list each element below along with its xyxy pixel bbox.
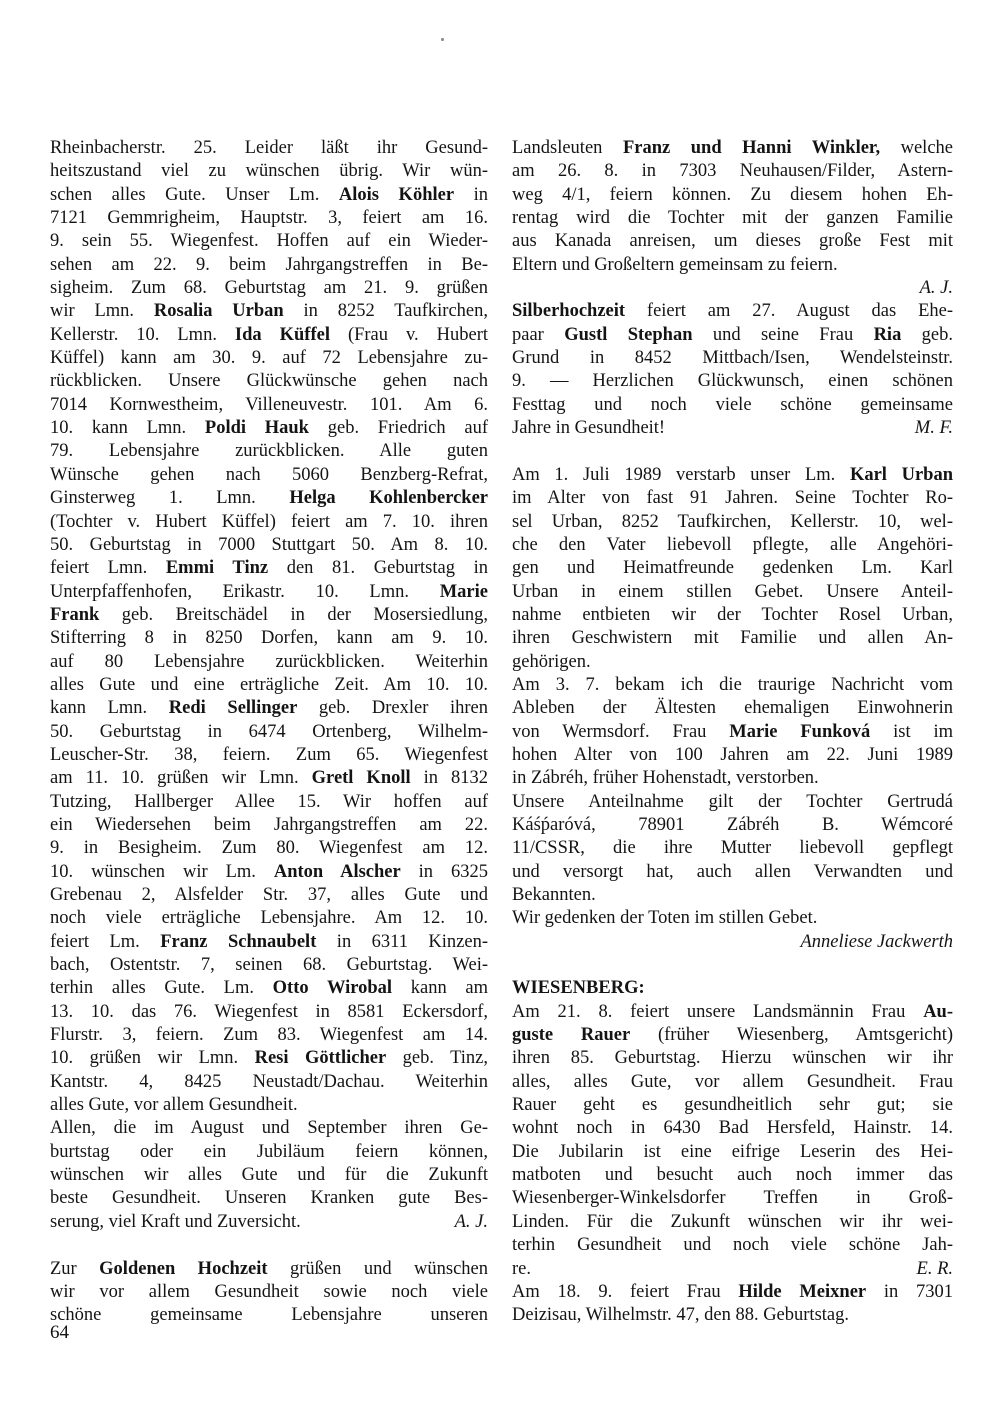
text-segment: burtstag oder ein Jubiläum feiern können, — [50, 1141, 488, 1162]
text-line — [512, 931, 953, 954]
text-segment: Gretl Knoll — [311, 768, 411, 789]
text-line — [50, 1024, 488, 1047]
text-segment: feiert am 27. August das Ehe- — [625, 301, 953, 322]
text-line — [50, 417, 488, 440]
text-line — [50, 1164, 488, 1187]
text-segment: Franz Schnaubelt — [160, 931, 317, 952]
text-segment: feiert Lm. — [50, 931, 161, 952]
text-line — [512, 277, 953, 300]
text-segment: in — [454, 184, 488, 205]
text-line — [512, 1281, 953, 1304]
text-segment: und seine Frau — [692, 324, 874, 345]
text-segment: Rauer geht es gesundheitlich sehr gut; sie — [512, 1095, 953, 1116]
text-line — [50, 907, 488, 930]
text-line — [512, 137, 953, 160]
text-segment: paar — [512, 324, 565, 345]
page-number: 64 — [50, 1322, 69, 1343]
text-segment: kann am — [392, 978, 488, 999]
text-line — [50, 977, 488, 1000]
text-line — [50, 814, 488, 837]
text-segment: alles Gute und eine erträgliche Zeit. Am 10. 10. — [50, 674, 488, 695]
text-segment: Grund in 8452 Mittbach/Isen, Wendelsteinstr. — [512, 348, 953, 369]
text-line — [50, 604, 488, 627]
text-line — [512, 557, 953, 580]
text-segment: und versorgt hat, auch allen Verwandten und — [512, 861, 953, 882]
text-line — [50, 534, 488, 557]
text-segment: 9. in Besigheim. Zum 80. Wiegenfest am 12. — [50, 838, 488, 859]
text-segment: geb. — [901, 324, 953, 345]
text-line — [50, 837, 488, 860]
text-segment: Wiesenberger-Winkelsdorfer Treffen in Groß- — [512, 1188, 953, 1209]
text-line — [50, 324, 488, 347]
text-line — [512, 511, 953, 534]
text-segment: re. — [512, 1258, 531, 1279]
text-segment: hohen Alter von 100 Jahren am 22. Juni 1989 — [512, 744, 953, 765]
text-segment: Leuscher-Str. 38, feiern. Zum 65. Wiegenfest — [50, 744, 488, 765]
text-line — [512, 1304, 953, 1327]
text-segment: 11/CSSR, die ihre Mutter liebevoll gepflegt — [512, 838, 953, 859]
text-segment: Frank — [50, 604, 100, 625]
text-segment: aus Kanada anreisen, um dieses große Fest mit — [512, 231, 953, 252]
text-segment: che den Vater liebevoll pflegte, alle Angehöri- — [512, 534, 953, 555]
text-segment: alles Gute, vor allem Gesundheit. — [50, 1095, 298, 1116]
text-segment: Goldenen Hochzeit — [99, 1258, 268, 1279]
text-segment: wünschen wir alles Gute und für die Zukunft — [50, 1165, 488, 1186]
text-line — [50, 1304, 488, 1327]
scan-artifact — [441, 38, 444, 41]
text-line — [50, 207, 488, 230]
text-line — [512, 744, 953, 767]
text-segment: Marie Funková — [729, 721, 871, 742]
text-segment: bach, Ostentstr. 7, seinen 68. Geburtstag. Wei- — [50, 955, 488, 976]
text-line — [512, 230, 953, 253]
text-segment: sel Urban, 8252 Taufkirchen, Kellerstr. 10, wel- — [512, 511, 953, 532]
line-text — [512, 417, 665, 440]
text-segment: Rheinbacherstr. 25. Leider läßt ihr Gesund- — [50, 138, 488, 158]
text-line — [512, 604, 953, 627]
text-segment: Am 1. Juli 1989 verstarb unser Lm. — [512, 464, 850, 485]
text-segment: Káśṕaróvá, 78901 Zábréh B. Wémcoré — [512, 814, 953, 835]
text-line — [512, 300, 953, 323]
text-line — [50, 557, 488, 580]
text-line — [50, 954, 488, 977]
text-segment: noch viele erträgliche Lebensjahre. Am 12. 10. — [50, 908, 488, 929]
text-line — [512, 721, 953, 744]
text-segment: WIESENBERG: — [512, 978, 645, 999]
text-segment: Am 18. 9. feiert Frau — [512, 1281, 739, 1302]
text-line — [512, 884, 953, 907]
text-segment: Kantstr. 4, 8425 Neustadt/Dachau. Weiterhin — [50, 1071, 488, 1092]
text-line — [512, 464, 953, 487]
text-line — [512, 861, 953, 884]
text-segment: welche — [880, 138, 953, 158]
text-line — [50, 697, 488, 720]
text-segment: 7121 Gemmrigheim, Hauptstr. 3, feiert am 16. — [50, 208, 488, 229]
text-segment: wir Lmn. — [50, 301, 154, 322]
text-line — [50, 581, 488, 604]
text-line — [50, 861, 488, 884]
text-line — [50, 1258, 488, 1281]
text-line — [512, 207, 953, 230]
text-segment: Deizisau, Wilhelmstr. 47, den 88. Geburtstag. — [512, 1305, 849, 1326]
blank-line — [512, 954, 953, 977]
text-line — [512, 160, 953, 183]
text-segment: Ida Küffel — [234, 324, 330, 345]
text-line — [50, 1117, 488, 1140]
text-line — [50, 277, 488, 300]
text-line — [512, 1234, 953, 1257]
text-line — [50, 1047, 488, 1070]
text-line — [50, 1001, 488, 1024]
text-segment: 50. Geburtstag in 7000 Stuttgart 50. Am 8. 10. — [50, 534, 488, 555]
text-line — [50, 464, 488, 487]
text-segment: Resi Göttlicher — [254, 1048, 387, 1069]
text-segment: Anton Alscher — [273, 861, 401, 882]
line-text — [50, 1211, 301, 1234]
text-line — [512, 324, 953, 347]
text-line — [512, 837, 953, 860]
text-line — [512, 1001, 953, 1024]
text-line — [512, 417, 953, 440]
text-segment: Hilde Meixner — [738, 1281, 867, 1302]
text-line — [50, 160, 488, 183]
text-segment: grüßen und wünschen — [267, 1258, 489, 1279]
text-line — [50, 1211, 488, 1234]
text-line — [50, 1141, 488, 1164]
text-segment: Franz und Hanni Winkler, — [622, 138, 881, 158]
text-line — [512, 370, 953, 393]
text-segment: kann Lmn. — [50, 698, 169, 719]
text-line — [50, 230, 488, 253]
text-segment: ist im — [870, 721, 953, 742]
text-segment: in 7301 — [866, 1281, 954, 1302]
blank-line — [50, 1234, 488, 1257]
text-line — [512, 1164, 953, 1187]
text-line — [50, 254, 488, 277]
text-line — [50, 440, 488, 463]
text-segment: in 8132 — [410, 768, 489, 789]
text-segment: geb. Friedrich auf — [308, 418, 488, 439]
text-segment: terhin Gesundheit und noch viele schöne Jah- — [512, 1235, 953, 1256]
text-line — [50, 884, 488, 907]
text-segment: 10. wünschen wir Lm. — [50, 861, 274, 882]
text-segment: in 6311 Kinzen- — [316, 931, 488, 952]
text-segment: Karl Urban — [849, 464, 954, 485]
text-segment: beste Gesundheit. Unseren Kranken gute Bes- — [50, 1188, 488, 1209]
text-segment: serung, viel Kraft und Zuversicht. — [50, 1211, 301, 1232]
text-segment: Unsere Anteilnahme gilt der Tochter Gertrudá — [512, 791, 953, 812]
text-segment: Festtag und noch viele schöne gemeinsame — [512, 394, 953, 415]
text-segment: Emmi Tinz — [165, 558, 269, 579]
text-segment: Otto Wirobal — [272, 978, 393, 999]
text-segment: Ableben der Ältesten ehemaligen Einwohnerin — [512, 698, 953, 719]
text-line — [512, 581, 953, 604]
text-line — [512, 1071, 953, 1094]
text-segment: Redi Sellinger — [168, 698, 298, 719]
text-segment: ihren 85. Geburtstag. Hierzu wünschen wir ihr — [512, 1048, 953, 1069]
text-line — [50, 370, 488, 393]
text-line — [512, 651, 953, 674]
blank-line — [512, 440, 953, 463]
text-line — [512, 1187, 953, 1210]
text-segment: Urban in einem stillen Gebet. Unsere Anteil- — [512, 581, 953, 602]
text-segment: Grebenau 2, Alsfelder Str. 37, alles Gute und — [50, 885, 488, 905]
text-line — [512, 1258, 953, 1281]
text-segment: (früher Wiesenberg, Amtsgericht) — [630, 1025, 953, 1046]
text-segment: Gustl Stephan — [564, 324, 693, 345]
text-segment: den 81. Geburtstag in — [268, 558, 488, 579]
text-segment: Ria — [873, 324, 902, 345]
text-segment: 9. sein 55. Wiegenfest. Hoffen auf ein Wieder- — [50, 231, 488, 252]
text-line — [512, 814, 953, 837]
text-segment: schöne gemeinsame Lebensjahre unseren — [50, 1305, 488, 1326]
text-segment: Wir gedenken der Toten im stillen Gebet. — [512, 908, 818, 929]
text-segment: Helga Kohlenbercker — [289, 488, 488, 509]
text-segment: im Alter von fast 91 Jahren. Seine Tochter Ro- — [512, 488, 953, 509]
text-segment: (Frau v. Hubert — [329, 324, 488, 345]
text-segment: 79. Lebensjahre zurückblicken. Alle guten — [50, 441, 488, 462]
text-line — [50, 1094, 488, 1117]
text-segment: matboten und besucht auch noch immer das — [512, 1165, 953, 1186]
text-segment: A. J. — [919, 278, 953, 299]
text-segment: geb. Tinz, — [386, 1048, 488, 1069]
text-segment: gehörigen. — [512, 651, 591, 672]
text-segment: gen und Heimatfreunde gedenken Lm. Karl — [512, 558, 953, 579]
text-segment: in 6325 — [400, 861, 488, 882]
text-segment: Kellerstr. 10. Lmn. — [50, 324, 235, 345]
text-line — [512, 1117, 953, 1140]
text-segment: (Tochter v. Hubert Küffel) feiert am 7. 10. ihren — [50, 511, 488, 532]
text-segment: wohnt noch in 6430 Bad Hersfeld, Hainstr. 14. — [512, 1118, 953, 1139]
text-line — [512, 184, 953, 207]
text-line — [50, 744, 488, 767]
text-line — [50, 721, 488, 744]
text-segment: in Zábréh, früher Hohenstadt, verstorben. — [512, 768, 819, 789]
text-segment: Tutzing, Hallberger Allee 15. Wir hoffen auf — [50, 791, 488, 812]
text-segment: 9. — Herzlichen Glückwunsch, einen schönen — [512, 371, 953, 392]
text-segment: Die Jubilarin ist eine eifrige Leserin des Hei- — [512, 1141, 953, 1162]
text-segment: rentag wird die Tochter mit der ganzen Familie — [512, 208, 953, 229]
text-line — [50, 931, 488, 954]
text-segment: terhin alles Gute. Lm. — [50, 978, 273, 999]
signature: A. J. — [454, 1211, 488, 1232]
text-line — [512, 1094, 953, 1117]
text-segment: Ginsterweg 1. Lmn. — [50, 488, 290, 509]
text-line — [512, 697, 953, 720]
text-segment: Poldi Hauk — [204, 418, 309, 439]
text-segment: guste Rauer — [512, 1025, 631, 1046]
text-line — [512, 674, 953, 697]
text-segment: Anneliese Jackwerth — [800, 931, 953, 952]
text-segment: Bekannten. — [512, 885, 596, 905]
text-line — [50, 137, 488, 160]
text-segment: sehen am 22. 9. beim Jahrgangstreffen in Be- — [50, 254, 488, 275]
text-segment: Wünsche gehen nach 5060 Benzberg-Refrat, — [50, 464, 488, 485]
text-line — [512, 254, 953, 277]
text-line — [512, 1211, 953, 1234]
text-segment: 10. grüßen wir Lmn. — [50, 1048, 255, 1069]
text-line — [50, 627, 488, 650]
signature: M. F. — [914, 418, 953, 439]
text-line — [50, 651, 488, 674]
text-line — [50, 791, 488, 814]
text-segment: geb. Breitschädel in der Mosersiedlung, — [99, 604, 488, 625]
left-column — [50, 137, 488, 1328]
text-line — [50, 1187, 488, 1210]
text-segment: Linden. Für die Zukunft wünschen wir ihr wei- — [512, 1211, 953, 1232]
text-line — [512, 1024, 953, 1047]
text-line — [512, 977, 953, 1000]
text-segment: weg 4/1, feiern können. Zu diesem hohen Eh- — [512, 184, 953, 205]
right-column — [512, 137, 953, 1328]
text-segment: schen alles Gute. Unser Lm. — [50, 184, 339, 205]
text-segment: Alois Köhler — [338, 184, 455, 205]
text-segment: rückblicken. Unsere Glückwünsche gehen nach — [50, 371, 488, 392]
text-line — [512, 1141, 953, 1164]
text-line — [512, 487, 953, 510]
text-line — [512, 394, 953, 417]
text-segment: 10. kann Lmn. — [50, 418, 205, 439]
text-segment: Flurstr. 3, feiern. Zum 83. Wiegenfest am 14. — [50, 1025, 488, 1046]
text-segment: Landsleuten — [512, 138, 623, 158]
text-segment: wir vor allem Gesundheit sowie noch viele — [50, 1281, 488, 1302]
line-text — [512, 1258, 531, 1281]
text-segment: Am 3. 7. bekam ich die traurige Nachricht vom — [512, 674, 953, 695]
text-segment: nahme entbieten wir der Tochter Rosel Urban, — [512, 604, 953, 625]
text-segment: geb. Drexler ihren — [297, 698, 489, 719]
text-line — [50, 674, 488, 697]
text-segment: in 8252 Taufkirchen, — [283, 301, 488, 322]
text-segment: Silberhochzeit — [512, 301, 626, 322]
text-line — [50, 511, 488, 534]
text-segment: Allen, die im August und September ihren Ge- — [50, 1118, 488, 1139]
text-segment: alles, alles Gute, vor allem Gesundheit. Frau — [512, 1071, 953, 1092]
text-segment: am 11. 10. grüßen wir Lmn. — [50, 768, 312, 789]
text-segment: Marie — [439, 581, 488, 602]
text-segment: ihren Geschwistern mit Familie und allen An- — [512, 628, 953, 649]
text-line — [50, 767, 488, 790]
text-segment: Eltern und Großeltern gemeinsam zu feiern. — [512, 254, 838, 275]
text-segment: Jahre in Gesundheit! — [512, 418, 666, 439]
text-line — [512, 907, 953, 930]
signature: E. R. — [916, 1258, 953, 1279]
text-segment: 7014 Kornwestheim, Villeneuvestr. 101. Am 6. — [50, 394, 488, 415]
text-segment: Au- — [923, 1001, 953, 1022]
text-line — [50, 487, 488, 510]
text-segment: Küffel) kann am 30. 9. auf 72 Lebensjahre zu- — [50, 348, 488, 369]
text-line — [50, 300, 488, 323]
text-segment: Zur — [50, 1258, 100, 1279]
text-segment: 50. Geburtstag in 6474 Ortenberg, Wilhelm- — [50, 721, 488, 742]
text-segment: 13. 10. das 76. Wiegenfest in 8581 Eckersdorf, — [50, 1001, 488, 1022]
text-line — [512, 767, 953, 790]
text-segment: ein Wiedersehen beim Jahrgangstreffen am 22. — [50, 814, 488, 835]
text-line — [50, 1071, 488, 1094]
text-line — [512, 791, 953, 814]
text-line — [512, 1047, 953, 1070]
text-line — [512, 627, 953, 650]
text-line — [512, 534, 953, 557]
text-line — [50, 1281, 488, 1304]
text-line — [50, 184, 488, 207]
text-segment: Unterpfaffenhofen, Erikastr. 10. Lmn. — [50, 581, 440, 602]
text-segment: von Wermsdorf. Frau — [512, 721, 730, 742]
text-segment: Am 21. 8. feiert unsere Landsmännin Frau — [512, 1001, 924, 1022]
text-line — [512, 347, 953, 370]
text-segment: auf 80 Lebensjahre zurückblicken. Weiterhin — [50, 651, 488, 672]
text-segment: Rosalia Urban — [153, 301, 284, 322]
text-line — [50, 347, 488, 370]
text-segment: Stifterring 8 in 8250 Dorfen, kann am 9. 10. — [50, 628, 488, 649]
text-line — [50, 394, 488, 417]
text-segment: heitszustand viel zu wünschen übrig. Wir wün- — [50, 161, 488, 182]
text-segment: sigheim. Zum 68. Geburtstag am 21. 9. grüßen — [50, 278, 488, 299]
text-segment: am 26. 8. in 7303 Neuhausen/Filder, Astern- — [512, 161, 953, 182]
text-segment: feiert Lmn. — [50, 558, 166, 579]
